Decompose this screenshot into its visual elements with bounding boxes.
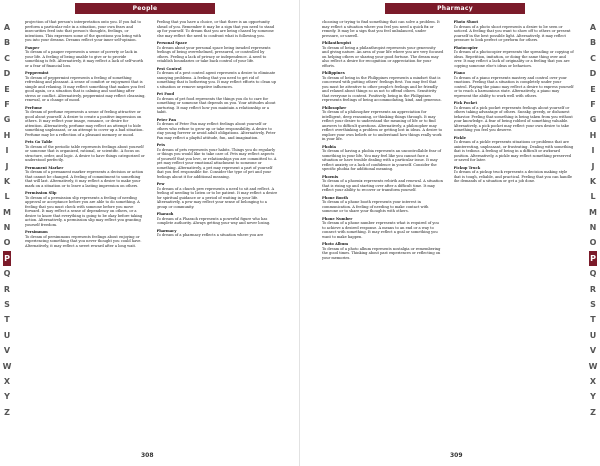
entry-term: Pickup Truck xyxy=(453,165,481,170)
entry-term: Phone Number xyxy=(322,216,353,221)
entry-definition: To dream of a permission slip represents a feeling of needing approval or acceptance before you are able to do something. A feeling that you must check with someone before you move forward. It may reflect a sense of dependency on others, or a desire to know that everything is going to be okay before taking action. Alternatively, a permission slip may reflect you granting yourself freedom. xyxy=(25,195,143,227)
entry-definition: To dream of a permanent marker represents a decision or action that cannot be changed. A feeling of commitment to something that will last. Alternatively, it may reflect a desire to make your mark on a situation or to leave a lasting impression on others. xyxy=(25,170,144,188)
entry-term: Permanent Marker xyxy=(25,165,64,170)
dictionary-entry xyxy=(25,46,147,69)
dictionary-entry xyxy=(25,230,147,248)
alphabet-letter: E xyxy=(590,84,596,94)
dictionary-entry xyxy=(25,140,147,163)
alphabet-letter: X xyxy=(589,376,597,386)
alphabet-letter: S xyxy=(590,300,596,310)
alphabet-letter: T xyxy=(590,315,596,325)
dictionary-entry xyxy=(454,166,576,184)
entry-term: Phoenix xyxy=(322,174,339,179)
entry-term: Peppermint xyxy=(25,71,49,75)
dictionary-entry xyxy=(322,217,444,240)
page-number: 309 xyxy=(450,452,463,459)
entry-term: Pick Pocket xyxy=(453,101,478,105)
dictionary-entry xyxy=(157,20,279,38)
alphabet-letter: F xyxy=(590,99,596,109)
entry-term: Pest Control xyxy=(156,66,182,71)
dictionary-entry xyxy=(322,71,444,103)
entry-definition: To dream of pet food represents the things you do to care for something or someone that depends on you. Your attitudes about nurturing. It may reflect how you maintain a relationship or a habit. xyxy=(156,96,276,114)
alphabet-letter: W xyxy=(2,361,12,371)
entry-definition: To dream of a pest control agent represents a desire to eliminate annoying problems. A feeling that you need to get rid of something that is bothering you. It may reflect efforts to clean up a situation or remove negative influences. xyxy=(156,71,277,89)
alphabet-letter: L xyxy=(4,192,10,202)
dictionary-entry xyxy=(454,136,576,163)
dictionary-entry xyxy=(157,212,279,226)
entry-term: Perfume xyxy=(25,105,43,110)
dictionary-entry xyxy=(454,71,576,98)
alphabet-letter: I xyxy=(591,146,595,156)
alphabet-letter: C xyxy=(590,53,596,63)
alphabet-letter: A xyxy=(589,23,597,32)
entry-definition: projection of that person's interpretation onto you. If you fail to perform a particular role in a situation, your own fears and insecurities feed into that person's thoughts, feelings, or intentions. This expresses some of the questions you bring with you into your dreams. Dreams reflect your inner self-opinion. xyxy=(25,20,142,42)
text-column xyxy=(322,20,444,445)
alphabet-letter: M xyxy=(3,207,11,217)
entry-definition: To dream of a phoenix represents rebirth and renewal. A situation that is rising up and starting over after a difficult time. It may reflect your ability to recover or transform yourself. xyxy=(322,179,443,192)
entry-term: Pets xyxy=(156,143,166,147)
entry-term: Phobia xyxy=(322,144,336,149)
alphabet-letter: D xyxy=(3,69,11,79)
alphabet-letter: H xyxy=(3,130,11,140)
alphabet-letter: T xyxy=(4,315,10,325)
alphabet-letter: B xyxy=(3,38,11,48)
alphabet-letter: D xyxy=(589,69,597,79)
alphabet-letter: P xyxy=(589,251,597,266)
alphabet-letter: P xyxy=(3,251,11,266)
alphabet-letter: M xyxy=(589,207,597,217)
alphabet-letter: G xyxy=(3,115,11,125)
alphabet-letter: W xyxy=(588,361,598,371)
alphabet-letter: E xyxy=(4,84,10,94)
alphabet-letter: Y xyxy=(590,392,596,402)
alphabet-letter: V xyxy=(589,346,597,356)
entry-definition: To dream of a photocopier represents the spreading or copying of ideas. Repetition, imitation, or doing the same thing over and over. It may reflect a lack of originality or a feeling that you are copying someone else's ideas or behaviors. xyxy=(453,50,574,68)
entry-term: Piano xyxy=(453,71,465,75)
entry-definition: To dream of a phone booth represents your interest in communication. A feeling of needing to make contact with someone or to share your thoughts with others. xyxy=(322,200,429,213)
alphabet-letter: H xyxy=(589,130,597,140)
entry-term: Photo Shoot xyxy=(453,20,479,24)
alphabet-letter: A xyxy=(3,23,11,32)
entry-definition: To dream of having a phobia represents an uncontrollable fear of something in your life. You may feel like you cannot face a situation or have trouble dealing with a particular issue. It may reflect anxiety or a lack of confidence in yourself. Consider the specific phobia for additional meaning. xyxy=(322,149,441,171)
dictionary-entry xyxy=(157,41,279,64)
entry-term: Pauper xyxy=(25,45,40,50)
alphabet-index xyxy=(589,20,597,420)
page-header-tab: People xyxy=(75,3,215,14)
text-columns xyxy=(322,20,575,445)
dictionary-entry xyxy=(25,71,147,103)
alphabet-letter: O xyxy=(589,238,597,248)
page-header-tab: Pharmacy xyxy=(385,3,525,14)
entry-definition: To dream of a phone number represents what is required of you to achieve a desired response. A means to an end or a way to connect with something. It may reflect a goal or something you want to make happen. xyxy=(322,221,439,239)
dictionary-entry xyxy=(157,67,279,90)
alphabet-letter: N xyxy=(3,223,11,233)
alphabet-letter: F xyxy=(4,99,10,109)
entry-term: Permission Slip xyxy=(25,191,57,195)
dictionary-entry xyxy=(157,182,279,209)
alphabet-letter: S xyxy=(4,300,10,310)
entry-term: Personal Space xyxy=(156,41,188,45)
alphabet-index xyxy=(3,20,11,420)
entry-term: Photocopier xyxy=(453,45,478,50)
dictionary-entry xyxy=(322,175,444,193)
dictionary-entry xyxy=(322,242,444,260)
alphabet-letter: C xyxy=(4,53,10,63)
entry-term: Philanthropist xyxy=(322,41,352,45)
entry-definition: To dream of a pickle represents situations or problems that are uninteresting, unpleasant, or frustrating. Dealing with something that is tedious. A feeling of being in a difficult or awkward position. Alternatively, a pickle may reflect something preserved or saved for later. xyxy=(453,140,574,162)
alphabet-letter: J xyxy=(591,161,595,171)
dictionary-entry xyxy=(322,20,444,38)
entry-term: Phone Booth xyxy=(322,195,348,200)
alphabet-letter: J xyxy=(5,161,9,171)
alphabet-letter: X xyxy=(3,376,11,386)
entry-definition: To dream about your personal space being invaded represents feelings of being overwhelmed, pressured, or controlled by others. Feeling a lack of privacy or independence. A need to establish boundaries or take back control of your life. xyxy=(156,45,271,63)
dictionary-entry xyxy=(25,166,147,189)
dictionary-entry xyxy=(322,41,444,68)
entry-definition: To dream of pets represents your habits. Things you do regularly or things you would like to take care of. Pets may reflect aspects of yourself that you love, or relationships you are committed to. A pet may reflect your emotional attachment to someone or something. Alternatively, a pet may represent a part of yourself that you feel responsible for. Consider the type of pet and your feelings about it for additional meaning. xyxy=(156,147,277,179)
alphabet-letter: Q xyxy=(3,269,11,279)
alphabet-letter: O xyxy=(3,238,11,248)
alphabet-letter: B xyxy=(589,38,597,48)
alphabet-letter: U xyxy=(589,330,597,340)
entry-definition: To dream of persimmons represents feelings about enjoying or experiencing something that you never thought you could have. Alternatively, it may reflect a sweet reward after a long wait. xyxy=(25,234,142,248)
alphabet-letter: K xyxy=(3,176,11,186)
page-number: 308 xyxy=(141,452,154,459)
dictionary-entry xyxy=(454,101,576,133)
alphabet-letter: Y xyxy=(4,392,10,402)
entry-definition: To dream of a pharmacy reflects a situation where you are xyxy=(156,233,264,237)
entry-term: Pew xyxy=(156,182,165,186)
entry-definition: To dream of a church pew represents a need to sit and reflect. A feeling of needing to listen or to be patient. It may reflect a desire for spiritual guidance or a period of waiting in your life. Alternatively, a pew may reflect your sense of belonging to a group or community. xyxy=(156,186,278,209)
entry-definition: To dream of the periodic table represents feelings about yourself or someone that is organized, rational, or scientific. A focus on structure, order, and logic. A desire to have things categorized or understood perfectly. xyxy=(25,144,145,162)
alphabet-letter: K xyxy=(589,176,597,186)
dictionary-entry xyxy=(322,196,444,214)
dictionary-entry xyxy=(157,229,279,238)
entry-definition: To dream of being a philanthropist represents your generosity and giving nature. An area of your life where you are very focused on helping others or sharing your good fortune. The dream may also reflect a desire for recognition or appreciation for your efforts. xyxy=(322,45,444,68)
dictionary-entry xyxy=(157,92,279,115)
entry-definition: To dream of being in the Philippines represents a mindset that is concerned with putting others' feelings first. You may feel that you must be attentive to other people's feelings and be friendly and relaxed about things so as not to offend others. Sensitivity that everyone is content. Positively, being in the Philippines represents feelings of being accommodating, kind, and generous. xyxy=(322,75,442,102)
entry-term: Pharaoh xyxy=(156,212,174,216)
dictionary-entry xyxy=(322,145,444,172)
dictionary-entry xyxy=(157,118,279,141)
text-columns xyxy=(25,20,278,445)
entry-definition: To dream of a pick pocket represents feelings about yourself or others taking advantage of others. Sneaky, greedy, or dishonest behavior. Feeling that something is being taken from you without your knowledge. A fear of being robbed of something valuable. Alternatively, a pick pocket may reflect your own desire to take something you feel you deserve. xyxy=(453,105,573,132)
entry-term: Peter Pan xyxy=(156,117,177,122)
alphabet-letter: I xyxy=(5,146,9,156)
dictionary-entry xyxy=(25,191,147,227)
alphabet-letter: Z xyxy=(590,407,596,417)
right-page xyxy=(300,0,600,466)
entry-definition: To dream of a photo album represents nostalgia or remembering the good times. Thinking about past experiences or reflecting on your memories. xyxy=(322,246,441,260)
dictionary-entry xyxy=(157,143,279,179)
entry-term: Pharmacy xyxy=(156,228,177,233)
alphabet-letter: V xyxy=(3,346,11,356)
text-column xyxy=(25,20,147,445)
entry-definition: To dream of a pauper represents a sense of poverty or lack in your life. A feeling of being unable to give or to provide something is felt. Alternatively, it may reflect a lack of self-worth or a fear of financial loss. xyxy=(25,50,144,68)
alphabet-letter: G xyxy=(589,115,597,125)
alphabet-letter: L xyxy=(590,192,596,202)
entry-definition: Feeling that you have a choice, or that there is an opportunity ahead of you. Remember it may be a sign that you need to stand up for yourself. To dream that you are being chased by someone else may reflect the need to confront what is following you. xyxy=(156,20,275,38)
alphabet-letter: N xyxy=(589,223,597,233)
dictionary-entry xyxy=(25,20,147,43)
dictionary-entry xyxy=(454,20,576,43)
entry-term: Philosopher xyxy=(322,105,347,110)
alphabet-letter: Z xyxy=(4,407,10,417)
entry-term: Pets Go Table xyxy=(25,140,53,144)
entry-term: Pickle xyxy=(453,135,466,140)
entry-term: Pet Food xyxy=(156,92,174,96)
alphabet-letter: R xyxy=(3,284,11,294)
entry-definition: To dream of a philosopher represents an appreciation for intelligent, deep reasoning, or thinking things through. It may reflect your desire to understand the meaning of life or to find answers to difficult questions. Alternatively, a philosopher may reflect overthinking a problem or getting lost in ideas. A desire to explore your own beliefs or to understand how things really work in your life. xyxy=(322,110,443,141)
entry-definition: To dream of peppermint represents a feeling of something refreshing and pleasant. A sense of comfort or enjoyment that is simple and relaxing. It may reflect something that makes you feel good again, or a situation that is calming and soothing after stress or conflict. Alternatively, peppermint may reflect cleansing, renewal, or a change of mood. xyxy=(25,75,146,102)
entry-definition: choosing or trying to find something that can solve a problem. It may reflect a situation where you feel you need a quick fix or remedy. It may be a sign that you feel unbalanced, under pressure, or unwell. xyxy=(322,20,440,38)
entry-term: Persimmon xyxy=(25,230,48,234)
entry-definition: To dream of a pickup truck represents a decision making style that is tough, reliable, and practical. Feeling that you can handle the demands of a situation or get a job done. xyxy=(453,170,573,183)
alphabet-letter: R xyxy=(589,284,597,294)
entry-definition: To dream of a photo shoot represents a desire to be seen or noticed. A feeling that you want to show off to others or present yourself in the best possible light. Alternatively, it may reflect pressure to look perfect or perform for others. xyxy=(453,24,571,42)
entry-definition: To dream of a piano represents mastery and control over your emotions. Feeling that a situation is completely under your control. Playing the piano may reflect a desire to express yourself or to reach a harmonious state. Alternatively, a piano may represent the ability to work well with others. xyxy=(453,75,574,98)
entry-definition: To dream of a Pharaoh represents a powerful figure who has complete authority. Always getting your way and never losing. xyxy=(156,216,271,225)
entry-term: Photo Album xyxy=(322,242,349,246)
dictionary-entry xyxy=(25,106,147,138)
text-column xyxy=(454,20,576,445)
text-column xyxy=(157,20,279,445)
entry-term: Philippines xyxy=(322,71,345,75)
alphabet-letter: Q xyxy=(589,269,597,279)
alphabet-letter: U xyxy=(3,330,11,340)
dictionary-entry xyxy=(322,106,444,142)
dictionary-entry xyxy=(454,46,576,69)
entry-definition: To dream of Peter Pan may reflect feelings about yourself or others who refuse to grow up or take responsibility. A desire to stay young forever or avoid adult obligations. Alternatively, Peter Pan may reflect a playful attitude, fun, and imagination. xyxy=(156,122,276,140)
entry-definition: To dream of perfume represents a sense of feeling attractive or good about yourself. A desire to create a positive impression on others. It may reflect your image, romance, or desire for attention. Alternatively, perfume may reflect an attempt to hide something unpleasant, or an attempt to cover up a bad situation. Perfume may be a reflection of a pleasant memory or mood. xyxy=(25,110,144,137)
